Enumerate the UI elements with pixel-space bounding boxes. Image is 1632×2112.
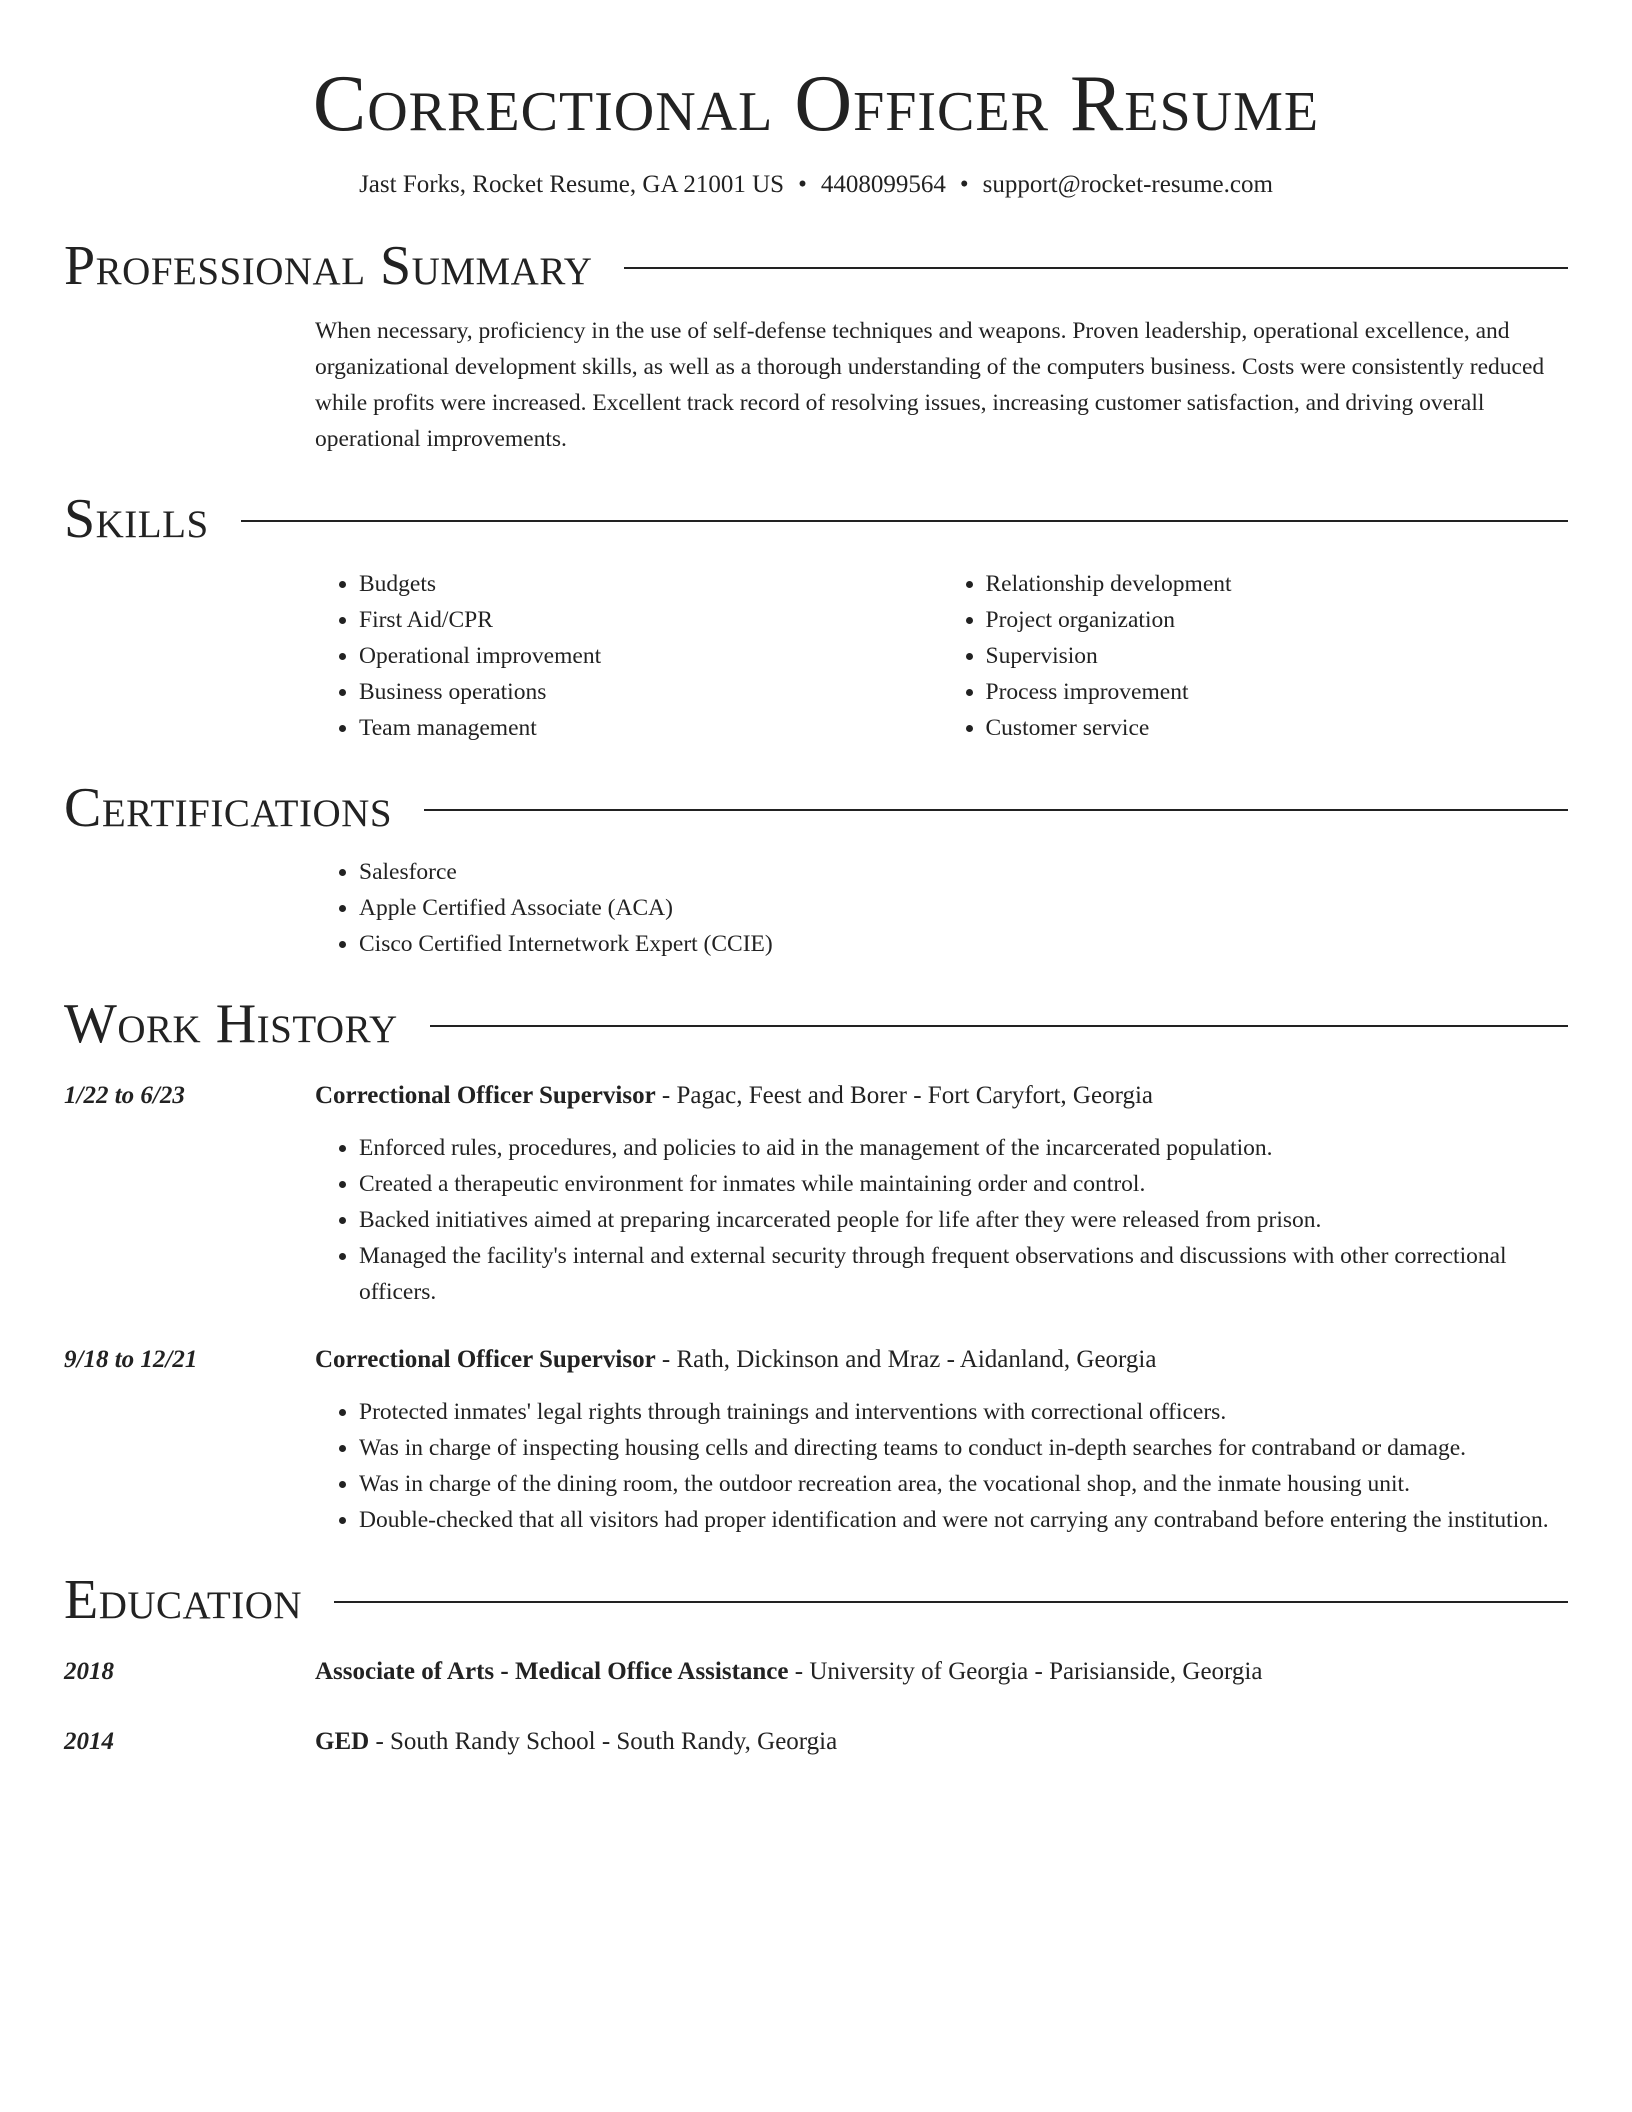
job-duty-item: • Enforced rules, procedures, and policies to aid in the management of the incarcerated population. <box>359 1130 1568 1166</box>
resume-page <box>64 0 1568 1760</box>
education-line <box>315 1654 1262 1690</box>
section-divider <box>424 809 1568 811</box>
skill-item: • Supervision <box>986 638 1569 674</box>
education-heading: Education <box>64 1569 303 1631</box>
contact-email: support@rocket-resume.com <box>982 171 1273 198</box>
section-divider <box>334 1601 1568 1603</box>
skills-body <box>315 566 1568 746</box>
skill-item: • Project organization <box>986 602 1569 638</box>
education-line <box>315 1724 837 1760</box>
job-duties <box>315 1394 1568 1538</box>
separator-dot: • <box>959 171 969 198</box>
education-degree: GED <box>315 1728 370 1755</box>
job-duty-item: • Was in charge of the dining room, the outdoor recreation area, the vocational shop, and the inmate housing unit. <box>359 1466 1568 1502</box>
section-divider <box>430 1025 1568 1027</box>
job-duty-item: • Protected inmates' legal rights through trainings and interventions with correctional officers. <box>359 1394 1568 1430</box>
skill-item: • Process improvement <box>986 674 1569 710</box>
job-dates: 9/18 to 12/21 <box>64 1346 198 1373</box>
job-dates: 1/22 to 6/23 <box>64 1082 185 1109</box>
certifications-list <box>315 854 1568 962</box>
summary-heading: Professional Summary <box>64 235 593 297</box>
skill-item: • Budgets <box>359 566 942 602</box>
certifications-body <box>315 854 1568 962</box>
summary-section-header <box>64 234 1568 298</box>
contact-line <box>64 170 1568 200</box>
job-duty-item: • Managed the facility's internal and external security through frequent observations and discussions with other correctional officers. <box>359 1238 1568 1310</box>
contact-phone: 4408099564 <box>820 171 946 198</box>
skill-item: • Team management <box>359 710 942 746</box>
resume-title: Correctional Officer Resume <box>312 60 1320 148</box>
education-school: - University of Georgia - Parisianside, Georgia <box>788 1658 1263 1685</box>
job-duty-item: • Created a therapeutic environment for inmates while maintaining order and control. <box>359 1166 1568 1202</box>
separator-dot: • <box>798 171 807 198</box>
summary-body <box>315 313 1568 457</box>
skills-section-header <box>64 487 1568 551</box>
job-header <box>64 1342 1568 1378</box>
job-title: Correctional Officer Supervisor <box>315 1346 656 1373</box>
education-entry <box>64 1724 1568 1760</box>
job-employer: - Rath, Dickinson and Mraz - Aidanland, Georgia <box>655 1346 1157 1373</box>
certifications-section-header <box>64 776 1568 840</box>
skill-item: • First Aid/CPR <box>359 602 942 638</box>
job-duty-item: • Double-checked that all visitors had proper identification and were not carrying any contraband before entering the institution. <box>359 1502 1568 1538</box>
job-duty-item: • Was in charge of inspecting housing cells and directing teams to conduct in-depth searches for contraband or damage. <box>359 1430 1568 1466</box>
certification-item: • Cisco Certified Internetwork Expert (CCIE) <box>359 926 1568 962</box>
skills-list-right <box>942 566 1569 746</box>
work-history-heading: Work History <box>64 993 398 1055</box>
job-entry <box>64 1078 1568 1310</box>
job-duties-list <box>315 1130 1568 1310</box>
job-duties-list <box>315 1394 1568 1538</box>
certification-item: • Salesforce <box>359 854 1568 890</box>
job-title-line <box>315 1342 1156 1378</box>
education-year: 2014 <box>64 1728 114 1755</box>
education-entry <box>64 1654 1568 1690</box>
certification-item: • Apple Certified Associate (ACA) <box>359 890 1568 926</box>
job-title: Correctional Officer Supervisor <box>315 1082 656 1109</box>
education-school: - South Randy School - South Randy, Georgia <box>369 1728 838 1755</box>
work-history-section-header <box>64 992 1568 1056</box>
summary-text: When necessary, proficiency in the use of self-defense techniques and weapons. Proven leadership, operational excellence, and organizational development skills, as well as a thorough understanding of the computers business. Costs were consistently reduced while profits were increased. Excellent track record of resolving issues, increasing customer satisfaction, and driving overall operational improvements. <box>315 318 1545 452</box>
skill-item: • Relationship development <box>986 566 1569 602</box>
section-divider <box>241 520 1568 522</box>
section-divider <box>624 267 1568 269</box>
job-duty-item: • Backed initiatives aimed at preparing incarcerated people for life after they were released from prison. <box>359 1202 1568 1238</box>
education-year: 2018 <box>64 1658 114 1685</box>
skills-heading: Skills <box>64 488 209 550</box>
job-duties <box>315 1130 1568 1310</box>
certifications-heading: Certifications <box>64 777 393 839</box>
job-title-line <box>315 1078 1153 1114</box>
skills-list-left <box>315 566 942 746</box>
skill-item: • Customer service <box>986 710 1569 746</box>
job-header <box>64 1078 1568 1114</box>
education-section-header <box>64 1568 1568 1632</box>
skill-item: • Business operations <box>359 674 942 710</box>
contact-address: Jast Forks, Rocket Resume, GA 21001 US <box>359 171 785 198</box>
education-degree: Associate of Arts - Medical Office Assistance <box>315 1658 789 1685</box>
skill-item: • Operational improvement <box>359 638 942 674</box>
job-employer: - Pagac, Feest and Borer - Fort Caryfort, Georgia <box>655 1082 1153 1109</box>
job-entry <box>64 1342 1568 1538</box>
